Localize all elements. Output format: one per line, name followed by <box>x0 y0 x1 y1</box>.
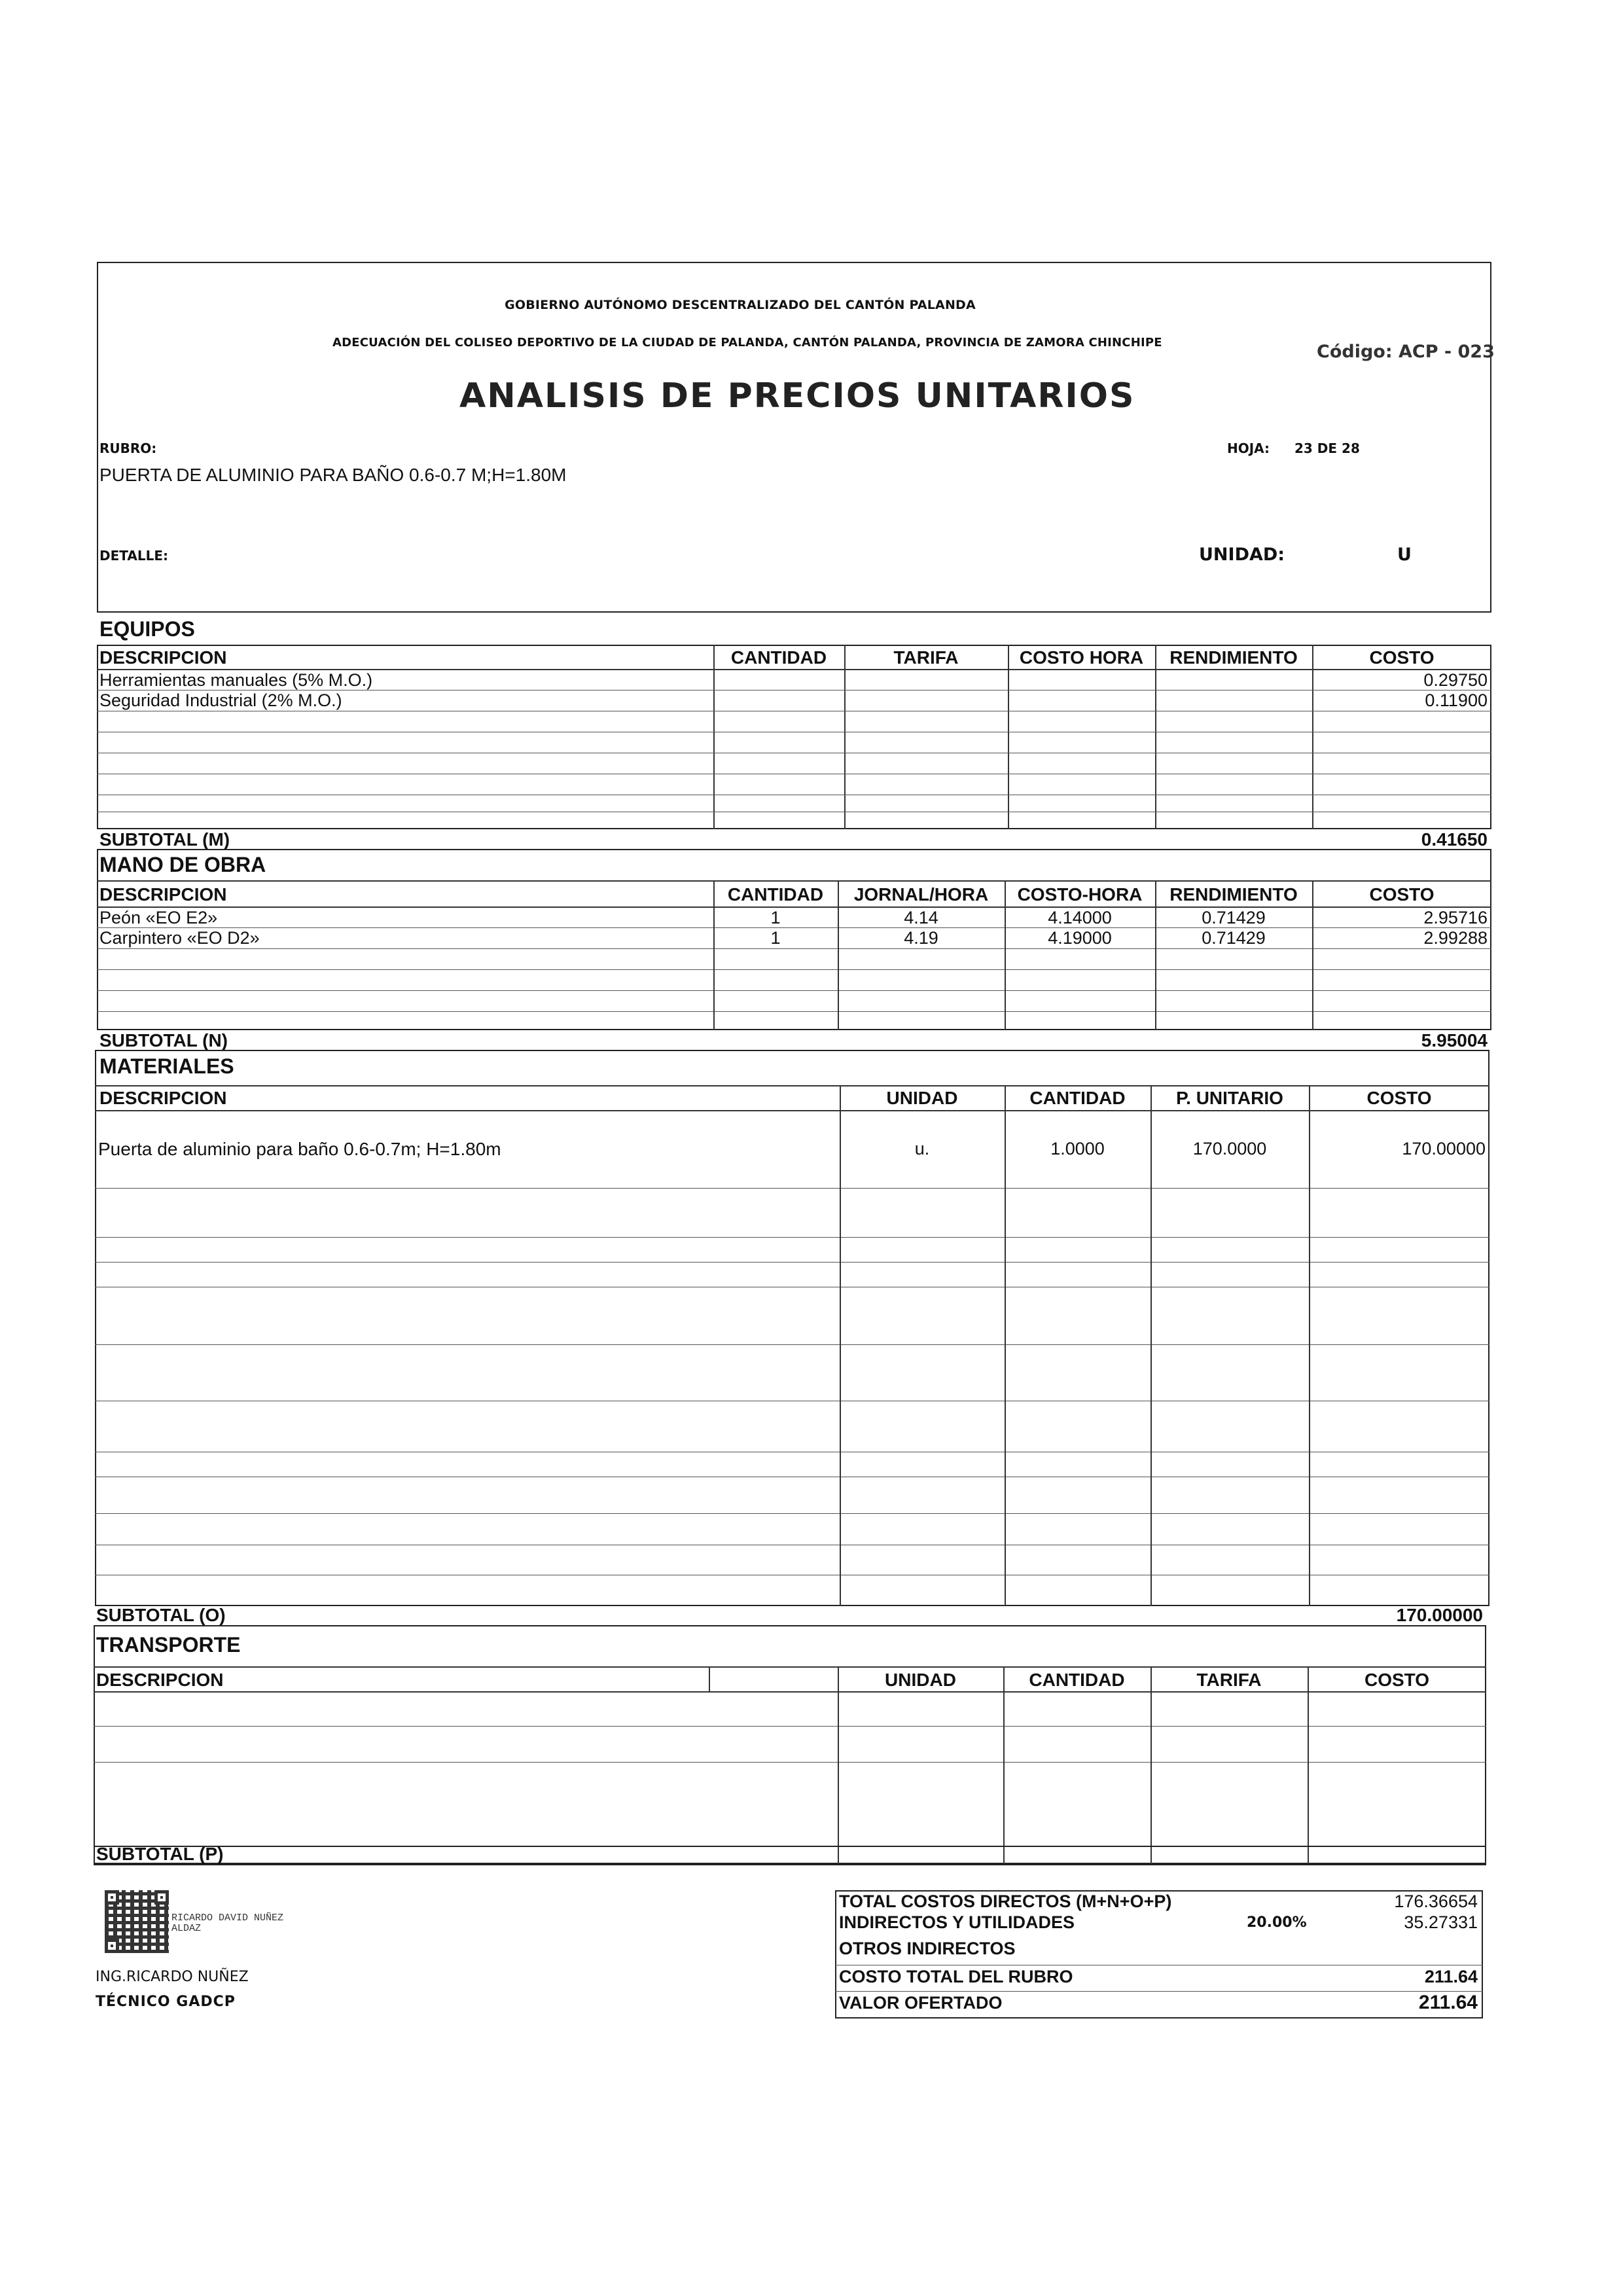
unidad-label: UNIDAD: <box>1199 545 1285 565</box>
engineer-role: TÉCNICO GADCP <box>96 1994 236 2010</box>
equipos-col-tarifa: TARIFA <box>893 647 959 668</box>
costo-total-label: COSTO TOTAL DEL RUBRO <box>839 1967 1073 1986</box>
equipos-col-rendimiento: RENDIMIENTO <box>1169 647 1298 668</box>
tr-subtotal-label: SUBTOTAL (P) <box>96 1844 224 1864</box>
table-row: Peón «EO E2» <box>99 908 218 927</box>
transporte-title: TRANSPORTE <box>96 1633 241 1657</box>
qr-code-icon <box>105 1890 169 1953</box>
mat-col-costo: COSTO <box>1366 1088 1432 1108</box>
table-cell-rendimiento: 0.71429 <box>1202 908 1266 927</box>
table-cell-rendimiento: 0.71429 <box>1202 928 1266 948</box>
table-cell-cantidad: 1 <box>770 928 781 948</box>
tr-col-desc: DESCRIPCION <box>96 1670 224 1690</box>
mo-col-rendimiento: RENDIMIENTO <box>1169 884 1298 905</box>
mo-subtotal-value: 5.95004 <box>1421 1030 1488 1050</box>
mano-obra-title: MANO DE OBRA <box>99 853 266 876</box>
table-cell-unidad: u. <box>914 1139 930 1158</box>
mat-col-unitario: P. UNITARIO <box>1176 1088 1283 1108</box>
valor-ofertado-value: 211.64 <box>1418 1992 1478 2013</box>
mo-subtotal-label: SUBTOTAL (N) <box>99 1030 228 1050</box>
table-cell-costo: 0.29750 <box>1423 670 1488 690</box>
equipos-title: EQUIPOS <box>99 617 195 641</box>
detalle-label: DETALLE: <box>99 548 168 564</box>
indirectos-pct: 20.00% <box>1247 1914 1307 1931</box>
mat-subtotal-value: 170.00000 <box>1396 1605 1483 1625</box>
total-directos-value: 176.36654 <box>1394 1892 1478 1911</box>
valor-ofertado-label: VALOR OFERTADO <box>839 1993 1003 2013</box>
table-cell-jornal: 4.19 <box>904 928 938 948</box>
tr-col-costo: COSTO <box>1364 1670 1430 1690</box>
tr-col-unidad: UNIDAD <box>885 1670 956 1690</box>
mat-col-desc: DESCRIPCION <box>99 1088 227 1108</box>
table-row: Herramientas manuales (5% M.O.) <box>99 670 373 690</box>
table-cell-costo-hora: 4.14000 <box>1048 908 1112 927</box>
otros-indirectos-label: OTROS INDIRECTOS <box>839 1939 1016 1958</box>
mat-col-unidad: UNIDAD <box>886 1088 958 1108</box>
mo-col-desc: DESCRIPCION <box>99 884 227 905</box>
table-cell-cantidad: 1 <box>770 908 781 927</box>
indirectos-value: 35.27331 <box>1404 1912 1478 1932</box>
hoja-value: 23 DE 28 <box>1294 440 1360 456</box>
table-cell-costo: 2.95716 <box>1423 908 1488 927</box>
rubro-label: RUBRO: <box>99 440 157 456</box>
codigo-label: Código: ACP - 023 <box>1317 342 1495 362</box>
table-row: Carpintero «EO D2» <box>99 928 260 948</box>
mo-col-jornal: JORNAL/HORA <box>853 884 989 905</box>
total-directos-label: TOTAL COSTOS DIRECTOS (M+N+O+P) <box>839 1892 1172 1911</box>
unidad-value: U <box>1397 545 1412 565</box>
tr-col-tarifa: TARIFA <box>1196 1670 1262 1690</box>
indirectos-label: INDIRECTOS Y UTILIDADES <box>839 1912 1075 1932</box>
org-name: GOBIERNO AUTÓNOMO DESCENTRALIZADO DEL CANTÓN PALANDA <box>505 298 976 312</box>
table-row: Seguridad Industrial (2% M.O.) <box>99 691 342 710</box>
costo-total-value: 211.64 <box>1424 1967 1478 1986</box>
table-cell-costo: 0.11900 <box>1425 691 1488 710</box>
project-name: ADECUACIÓN DEL COLISEO DEPORTIVO DE LA CIUDAD DE PALANDA, CANTÓN PALANDA, PROVINCIA DE ZAMORA CHINCHIPE <box>332 336 1162 350</box>
mat-subtotal-label: SUBTOTAL (O) <box>96 1605 226 1625</box>
table-cell-costo: 170.00000 <box>1402 1139 1486 1158</box>
equipos-subtotal-value: 0.41650 <box>1421 829 1488 850</box>
mo-col-cantidad: CANTIDAD <box>727 884 824 905</box>
table-cell-cantidad: 1.0000 <box>1050 1139 1105 1158</box>
mo-col-costo: COSTO <box>1369 884 1435 905</box>
equipos-col-costo: COSTO <box>1369 647 1435 668</box>
transporte-table <box>94 1625 1486 1864</box>
tr-col-cantidad: CANTIDAD <box>1029 1670 1125 1690</box>
materiales-title: MATERIALES <box>99 1054 234 1078</box>
signature-name-line1: RICARDO DAVID NUÑEZ <box>171 1912 284 1924</box>
mo-col-costo-hora: COSTO-HORA <box>1017 884 1143 905</box>
table-cell-unitario: 170.0000 <box>1192 1139 1267 1158</box>
equipos-col-cantidad: CANTIDAD <box>730 647 827 668</box>
transporte-subtotal-row <box>94 1846 1486 1865</box>
table-cell-costo: 2.99288 <box>1423 928 1488 948</box>
equipos-col-desc: DESCRIPCION <box>99 647 227 668</box>
table-row: Puerta de aluminio para baño 0.6-0.7m; H=1.80m <box>98 1139 501 1159</box>
signature-name-line2: ALDAZ <box>171 1923 202 1934</box>
page-title: ANALISIS DE PRECIOS UNITARIOS <box>459 376 1135 416</box>
table-cell-jornal: 4.14 <box>904 908 938 927</box>
engineer-name: ING.RICARDO NUÑEZ <box>96 1969 249 1985</box>
hoja-label: HOJA: <box>1227 440 1270 456</box>
equipos-col-costo-hora: COSTO HORA <box>1019 647 1144 668</box>
mat-col-cantidad: CANTIDAD <box>1029 1088 1126 1108</box>
table-cell-costo-hora: 4.19000 <box>1048 928 1112 948</box>
equipos-subtotal-label: SUBTOTAL (M) <box>99 829 230 850</box>
rubro-value: PUERTA DE ALUMINIO PARA BAÑO 0.6-0.7 M;H=1.80M <box>99 465 567 485</box>
materiales-table <box>95 1050 1489 1606</box>
